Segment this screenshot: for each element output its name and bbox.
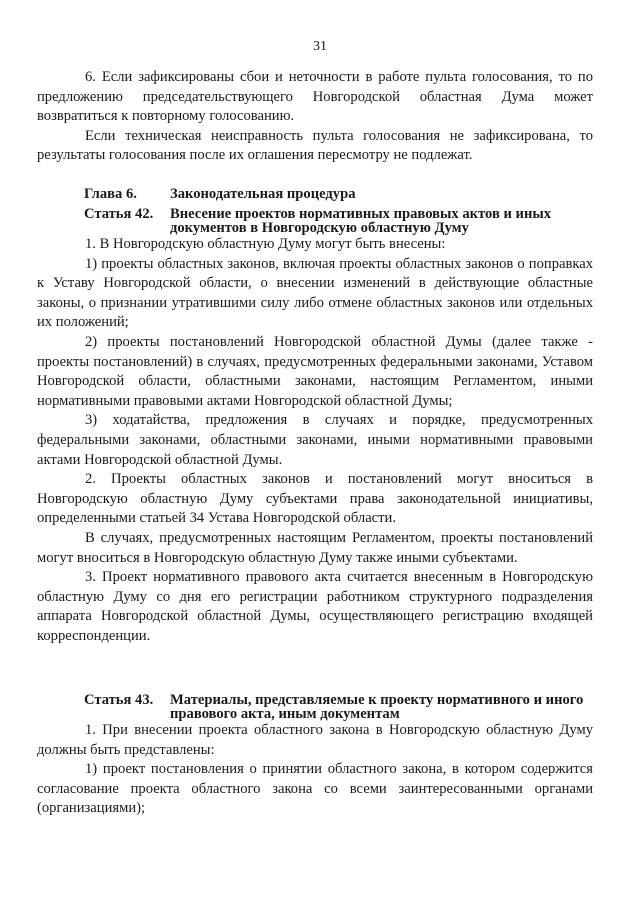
article-title: Материалы, представляемые к проекту нормативного и иного правового акта, иным документам [170, 692, 584, 722]
chapter-label: Глава 6. [84, 186, 137, 202]
article-42-body [37, 235, 593, 646]
paragraph: 6. Если зафиксированы сбои и неточности в работе пульта голосования, то по предложению председательствующего Новгородской областная Дума может возвратиться к повторному голосованию. [37, 69, 593, 125]
paragraph: 3) ходатайства, предложения в случаях и порядке, предусмотренных федеральными законами, областными законами, иными нормативными правовыми актами Новгородской областной Думы. [37, 412, 593, 468]
paragraph: Если техническая неисправность пульта голосования не зафиксирована, то результаты голосования после их оглашения пересмотру не подлежат. [37, 127, 593, 164]
paragraph: 1. При внесении проекта областного закона в Новгородскую областную Думу должны быть представлены: [37, 722, 593, 758]
article-label: Статья 43. [84, 692, 154, 708]
paragraph: 2) проекты постановлений Новгородской областной Думы (далее также - проекты постановлений) в случаях, предусмотренных федеральными законами, Уставом Новгородской области, областными законами, настоящим Регламентом, иными нормативными правовыми актами Новгородской областной Думы; [37, 333, 593, 409]
chapter-heading [84, 187, 604, 201]
paragraph: В случаях, предусмотренных настоящим Регламентом, проекты постановлений могут вноситься в Новгородскую областную Думу также иными субъектами. [37, 529, 593, 566]
paragraph: 1) проекты областных законов, включая проекты областных законов о поправках к Уставу Новгородской области, о внесении изменений в действующие областные законы, о признании утратившими силу либо отмене областных законов или отдельных их положений; [37, 255, 593, 331]
article-43-body [37, 721, 593, 819]
intro-block [37, 68, 593, 166]
paragraph: 2. Проекты областных законов и постановлений могут вноситься в Новгородскую областную Думу субъектами права законодательной инициативы, определенными статьей 34 Устава Новгородской области. [37, 471, 593, 527]
article-title: Внесение проектов нормативных правовых актов и иных документов в Новгородскую областную Думу [170, 206, 552, 236]
article-label: Статья 42. [84, 206, 154, 222]
article-42-heading [84, 207, 604, 235]
article-43-heading [84, 693, 604, 721]
paragraph: 1. В Новгородскую областную Думу могут быть внесены: [85, 236, 446, 252]
paragraph: 1) проект постановления о принятии областного закона, в котором содержится согласование проекта областного закона со всеми заинтересованными органами (организациями); [37, 761, 593, 817]
chapter-title: Законодательная процедура [170, 186, 356, 202]
paragraph: 3. Проект нормативного правового акта считается внесенным в Новгородскую областную Думу со дня его регистрации работником структурного подразделения аппарата Новгородской областной Думы, осуществляющего регистрацию входящей корреспонденции. [37, 569, 593, 644]
page-number: 31 [313, 39, 327, 54]
